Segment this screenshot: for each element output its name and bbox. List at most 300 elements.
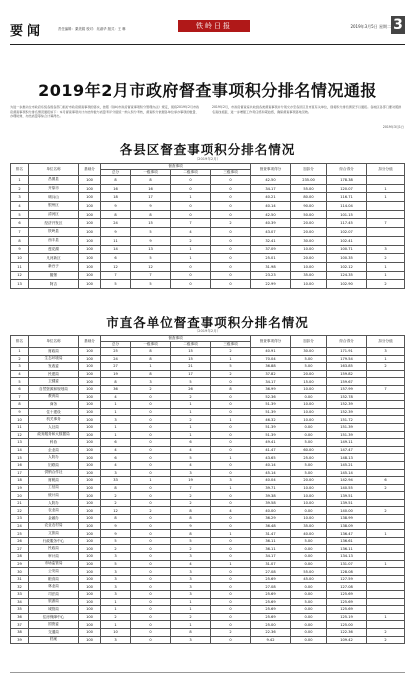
table-cell: 100 [79, 236, 101, 245]
table-cell: 27.08 [251, 583, 291, 591]
table-cell: 0 [131, 423, 171, 431]
table-cell: 1 [101, 431, 131, 439]
table-row [11, 176, 405, 185]
table-cell: 19 [171, 477, 211, 485]
table-cell: 100 [79, 553, 101, 561]
table-cell: 档案 [29, 636, 79, 644]
table-cell: 0 [131, 469, 171, 477]
table-cell: 43.07 [251, 228, 291, 237]
table-cell: 1 [211, 530, 251, 538]
table-cell: 5.00 [291, 469, 327, 477]
table-cell: 0 [131, 461, 171, 469]
table-cell: 31.98 [251, 262, 291, 271]
table-cell: 11 [11, 423, 29, 431]
table-cell: 0.00 [291, 507, 327, 515]
table-cell: 0 [211, 606, 251, 614]
table-cell: 凡河新区 [29, 254, 79, 263]
table-cell: 企业局 [29, 446, 79, 454]
table-cell: 8 [11, 236, 29, 245]
table-cell: 银州区 [29, 202, 79, 211]
table-cell [367, 416, 405, 424]
table-cell: 0 [131, 515, 171, 523]
table-cell: 116.71 [327, 193, 367, 202]
header-total: 总分 [101, 170, 131, 176]
table-row [11, 184, 405, 193]
table-row [11, 545, 405, 553]
table-cell: 11 [101, 236, 131, 245]
table-cell: 10 [11, 416, 29, 424]
table-cell: 0 [211, 401, 251, 409]
table-cell: 0 [171, 184, 211, 193]
table-cell: 0 [131, 560, 171, 568]
table-row [11, 378, 405, 386]
table-cell [367, 431, 405, 439]
table-row [11, 439, 405, 447]
table-cell: 8 [101, 515, 131, 523]
table-cell: 9 [11, 245, 29, 254]
table-cell: 2 [171, 499, 211, 507]
table-cell: 100 [79, 202, 101, 211]
table-cell: 122.36 [327, 628, 367, 636]
table-cell: 7 [367, 219, 405, 228]
table-cell: 0 [131, 439, 171, 447]
table-cell: 0 [211, 461, 251, 469]
table-row [11, 193, 405, 202]
table-cell: 100 [79, 446, 101, 454]
table-cell: 0 [131, 568, 171, 576]
table-cell: 住十建设 [29, 408, 79, 416]
table-cell: 34.17 [251, 553, 291, 561]
table-cell: 37 [11, 621, 29, 629]
intro-signature: 2019年3月1日 [382, 125, 404, 129]
table-cell: 100.71 [327, 245, 367, 254]
table-cell: 3 [171, 553, 211, 561]
table-cell: 0 [171, 210, 211, 219]
table-cell: 1 [101, 606, 131, 614]
table-cell: 30.00 [291, 348, 327, 356]
table-cell: 7 [101, 271, 131, 280]
table-cell: 12 [11, 431, 29, 439]
table-cell: 52.36 [251, 393, 291, 401]
table-cell [367, 461, 405, 469]
table-cell [367, 408, 405, 416]
table-cell: 0 [211, 254, 251, 263]
table-cell: 20.00 [291, 219, 327, 228]
table-cell: 10.00 [291, 499, 327, 507]
table-cell: 125.69 [327, 591, 367, 599]
table-cell: 2 [211, 370, 251, 378]
table-cell: 24 [101, 219, 131, 228]
main-title: 2019年2月市政府督查事项积分排名情况通报 [38, 81, 377, 100]
table-cell: 0 [171, 280, 211, 289]
table-cell: 人防办 [29, 499, 79, 507]
header-unit: 单位名称 [29, 336, 79, 348]
table-cell: 25.69 [251, 613, 291, 621]
table-cell: 0 [211, 583, 251, 591]
editor-credits: 责任编辑：栗美娟 校对：吴淑华 版式：王 琳 [58, 27, 126, 31]
table-cell: 0 [211, 545, 251, 553]
table-cell: 0 [171, 202, 211, 211]
table-cell: 1 [101, 598, 131, 606]
table-cell: 0 [131, 484, 171, 492]
table-cell: 4 [11, 370, 29, 378]
table-cell: 1 [211, 416, 251, 424]
table-cell: 9.42 [251, 636, 291, 644]
table-cell: 20 [11, 492, 29, 500]
table-cell: 100 [79, 271, 101, 280]
table-cell: 2 [171, 492, 211, 500]
table-cell: 51.39 [251, 401, 291, 409]
table-row [11, 628, 405, 636]
table-cell: 159.82 [327, 370, 367, 378]
table-cell: 100 [79, 545, 101, 553]
table-cell: 10 [11, 254, 29, 263]
table-cell: 0 [211, 431, 251, 439]
table-cell [367, 176, 405, 185]
table-cell: 100 [79, 492, 101, 500]
table-cell: 9 [11, 408, 29, 416]
table-cell: 100 [79, 591, 101, 599]
table-cell: 金融办 [29, 515, 79, 523]
table-cell: 100 [79, 262, 101, 271]
table-row [11, 461, 405, 469]
table-cell: 2 [367, 280, 405, 289]
table-cell: 1 [171, 245, 211, 254]
table-cell: 腰堡 [29, 271, 79, 280]
table-row [11, 202, 405, 211]
table-cell: 100 [79, 477, 101, 485]
table-cell [367, 492, 405, 500]
table-cell: 151.39 [327, 431, 367, 439]
table-cell: 1 [171, 621, 211, 629]
table-cell: 0 [211, 193, 251, 202]
table-cell: 生态环境局 [29, 355, 79, 363]
table-cell: 0 [131, 583, 171, 591]
county-ranking-table [10, 163, 405, 289]
table-cell: 1 [171, 401, 211, 409]
table-cell: 29 [11, 560, 29, 568]
table-cell: 235.00 [291, 176, 327, 185]
table-cell: 人社局 [29, 423, 79, 431]
table-cell: 6 [101, 439, 131, 447]
table-cell: 1 [367, 530, 405, 538]
table-cell: 3 [171, 575, 211, 583]
table-cell: 100 [79, 219, 101, 228]
table-cell: 1 [171, 423, 211, 431]
table-cell: 39 [11, 636, 29, 644]
table-cell [367, 236, 405, 245]
table-cell: 24 [101, 355, 131, 363]
table-cell: 12 [11, 271, 29, 280]
table-cell: 100 [79, 416, 101, 424]
table-cell: 100 [79, 393, 101, 401]
table-cell: 妇联局 [29, 461, 79, 469]
table-cell: 100 [79, 583, 101, 591]
table-cell: 100 [79, 439, 101, 447]
table-cell [367, 621, 405, 629]
table-cell: 152.39 [327, 401, 367, 409]
table-cell: 35.00 [291, 271, 327, 280]
table-cell: 0 [211, 515, 251, 523]
table-cell: 2 [101, 613, 131, 621]
header-rank: 排名 [11, 164, 29, 176]
table-cell [367, 446, 405, 454]
table-cell: 3 [101, 583, 131, 591]
table-cell: 0 [171, 176, 211, 185]
table-cell [367, 515, 405, 523]
table-cell: 3 [101, 575, 131, 583]
table-cell: 51.39 [251, 431, 291, 439]
table-cell: 20.00 [291, 254, 327, 263]
table-cell [367, 499, 405, 507]
table-cell: 25.69 [251, 606, 291, 614]
table-cell: 1 [171, 431, 211, 439]
table-cell: 审计局 [29, 553, 79, 561]
table-cell: 125.69 [327, 606, 367, 614]
table-cell: 10.00 [291, 401, 327, 409]
table-cell: 31.07 [251, 560, 291, 568]
table-cell: 128.08 [327, 568, 367, 576]
table-cell [367, 202, 405, 211]
table-cell: 8 [131, 370, 171, 378]
table-cell: 市场监管局 [29, 560, 79, 568]
issue-date: 2019年3月5日 星期二 [350, 24, 391, 29]
table-cell [367, 598, 405, 606]
table-cell: 127.08 [327, 583, 367, 591]
table-cell: 5 [131, 228, 171, 237]
table-cell: 100 [79, 245, 101, 254]
table-cell: 11 [11, 262, 29, 271]
table-cell: 25.69 [251, 598, 291, 606]
table-cell: 36.11 [251, 545, 291, 553]
table-cell: 10.00 [291, 280, 327, 289]
table-cell: 159.67 [327, 378, 367, 386]
table-cell: 0.00 [291, 553, 327, 561]
table-cell: 5 [171, 454, 211, 462]
table-cell: 140.55 [327, 484, 367, 492]
table-cell [367, 537, 405, 545]
table-cell: 100 [79, 598, 101, 606]
table-cell: 14 [11, 446, 29, 454]
table-cell: 经济开发区 [29, 219, 79, 228]
table-cell: 8 [131, 348, 171, 356]
table-cell: 5.00 [291, 461, 327, 469]
table-cell: 0 [131, 545, 171, 553]
header-level2: 二级事项 [171, 170, 211, 176]
table-cell: 10.00 [291, 484, 327, 492]
table-cell: 22.99 [251, 280, 291, 289]
table-cell: 5 [101, 280, 131, 289]
table-cell: 2 [171, 613, 211, 621]
table-cell: 37.82 [251, 370, 291, 378]
table-cell: 调兵山 [29, 193, 79, 202]
table-cell: 127.59 [327, 575, 367, 583]
table-cell: 40.14 [251, 461, 291, 469]
table-cell: 1 [101, 408, 131, 416]
table-cell: 3 [101, 591, 131, 599]
table-cell: 8 [171, 507, 211, 515]
table-cell: 8 [101, 378, 131, 386]
table-cell: 140.00 [327, 507, 367, 515]
table-cell: 0 [211, 176, 251, 185]
table-cell [367, 454, 405, 462]
table-cell: 35.00 [291, 522, 327, 530]
table-cell [367, 378, 405, 386]
table-cell: 2 [211, 219, 251, 228]
table-cell: 16 [101, 184, 131, 193]
table-cell: 5.00 [291, 598, 327, 606]
table-cell: 145.21 [327, 461, 367, 469]
table-cell: 0 [211, 423, 251, 431]
table-cell: 旅游局 [29, 598, 79, 606]
table-cell: 41.47 [251, 446, 291, 454]
table-cell: 3 [11, 193, 29, 202]
table-cell: 1 [101, 401, 131, 409]
table-cell: 0 [211, 553, 251, 561]
table-cell: 100 [79, 401, 101, 409]
table-cell: 32 [11, 583, 29, 591]
table-cell: 4 [171, 446, 211, 454]
table-cell: 100 [79, 568, 101, 576]
table-cell: 1 [11, 176, 29, 185]
table-cell: 100 [79, 408, 101, 416]
table-cell: 0 [211, 245, 251, 254]
table-cell: 32.41 [251, 236, 291, 245]
table-cell: 10.00 [291, 408, 327, 416]
table-cell: 0.00 [291, 583, 327, 591]
table-cell: 36.29 [251, 515, 291, 523]
table-cell: 0 [131, 408, 171, 416]
table-cell: 5 [101, 537, 131, 545]
table-cell: 148.13 [327, 454, 367, 462]
table-cell: 19 [101, 370, 131, 378]
table-cell: 70.04 [251, 355, 291, 363]
table-cell: 0 [211, 408, 251, 416]
table-cell: 10.00 [291, 416, 327, 424]
intro-left: 为进一步推动全市政府系统各级各部门抓好市政府督查事项的落实，按照《铁岭市政府督查事项积分管理办法》规定，现将2019年2月市政府督查事项积分排名情况通报如下：本月督查事项共计办结件数与质量考评分值统一纳入积分考核，督查积分依据各单位承办事项的数量、办理时效、办结质量等综合计算得出。 [10, 105, 200, 119]
table-row [11, 355, 405, 363]
table-cell: 24 [11, 522, 29, 530]
table-row [11, 560, 405, 568]
table-cell: 1 [367, 613, 405, 621]
table-cell: 2 [367, 363, 405, 371]
table-row [11, 636, 405, 644]
table-row [11, 262, 405, 271]
table-cell: 100 [79, 499, 101, 507]
table-cell: 0 [131, 492, 171, 500]
table-cell: 0 [131, 416, 171, 424]
header-supervision: 督查事项 [101, 336, 251, 342]
table-cell: 2 [171, 416, 211, 424]
table-cell: 7 [11, 393, 29, 401]
table-cell: 102.12 [327, 262, 367, 271]
table-cell: 0 [211, 393, 251, 401]
intro-right: 2019年2月，市政府督查室共收到各类督查事项并分别交办至各县区及市直有关单位，现将积分排名情况予以通报。各地区各部门要对照排名查找差距，进一步增强工作责任感和紧迫感，确保督查事项落地见效。 [212, 105, 402, 114]
table-cell: 100 [79, 363, 101, 371]
city-table-subtitle: （2019年2月） [194, 329, 221, 333]
table-cell: 5 [171, 378, 211, 386]
table-cell: 100 [79, 210, 101, 219]
table-cell: 147.47 [327, 446, 367, 454]
table-cell [367, 583, 405, 591]
table-row [11, 280, 405, 289]
table-cell: 3 [171, 591, 211, 599]
table-cell: 18 [101, 193, 131, 202]
table-cell: 100 [79, 370, 101, 378]
table-row [11, 219, 405, 228]
table-cell: 农业局 [29, 507, 79, 515]
table-cell: 0.00 [291, 423, 327, 431]
table-cell: 15 [171, 355, 211, 363]
table-cell: 100 [79, 423, 101, 431]
table-cell: 交通局 [29, 628, 79, 636]
table-cell: 34 [11, 598, 29, 606]
table-cell: 3 [101, 416, 131, 424]
table-cell: 13 [131, 245, 171, 254]
table-cell [367, 228, 405, 237]
table-cell: 10.00 [291, 515, 327, 523]
table-cell: 15 [171, 348, 211, 356]
table-cell: 0.00 [291, 628, 327, 636]
table-cell: 0 [131, 636, 171, 644]
table-cell: 100 [79, 621, 101, 629]
table-cell: 3 [11, 363, 29, 371]
table-cell: 0 [211, 262, 251, 271]
table-cell: 125.69 [327, 598, 367, 606]
table-cell: 80.00 [291, 193, 327, 202]
table-cell [367, 522, 405, 530]
table-cell: 3 [171, 469, 211, 477]
table-cell [367, 423, 405, 431]
table-cell: 0 [171, 271, 211, 280]
page-header [10, 18, 405, 45]
table-row [11, 271, 405, 280]
table-cell: 0 [211, 184, 251, 193]
table-row [11, 515, 405, 523]
table-cell: 3 [101, 553, 131, 561]
table-row [11, 484, 405, 492]
header-base: 基础分 [79, 336, 101, 348]
table-cell: 0 [131, 401, 171, 409]
table-cell: 16 [131, 184, 171, 193]
table-cell: 1 [367, 355, 405, 363]
table-cell: 125.00 [327, 621, 367, 629]
table-cell: 2 [101, 545, 131, 553]
table-row [11, 507, 405, 515]
table-cell: 1 [367, 262, 405, 271]
table-cell: 0 [131, 446, 171, 454]
table-cell: 0 [131, 522, 171, 530]
table-cell [367, 393, 405, 401]
table-cell: 2 [171, 393, 211, 401]
table-cell: 13 [11, 280, 29, 289]
table-cell [367, 553, 405, 561]
table-cell: 90.00 [291, 202, 327, 211]
table-cell [367, 401, 405, 409]
table-cell: 100 [79, 606, 101, 614]
table-cell [367, 568, 405, 576]
table-cell: 0.00 [291, 636, 327, 644]
table-cell: 国资委 [29, 621, 79, 629]
table-cell: 100 [79, 378, 101, 386]
table-row [11, 621, 405, 629]
table-cell: 36 [101, 385, 131, 393]
table-cell: 开原市 [29, 184, 79, 193]
table-cell: 100 [79, 228, 101, 237]
table-cell: 12 [131, 262, 171, 271]
table-cell: 阿吉 [29, 280, 79, 289]
table-cell: 10.00 [291, 385, 327, 393]
